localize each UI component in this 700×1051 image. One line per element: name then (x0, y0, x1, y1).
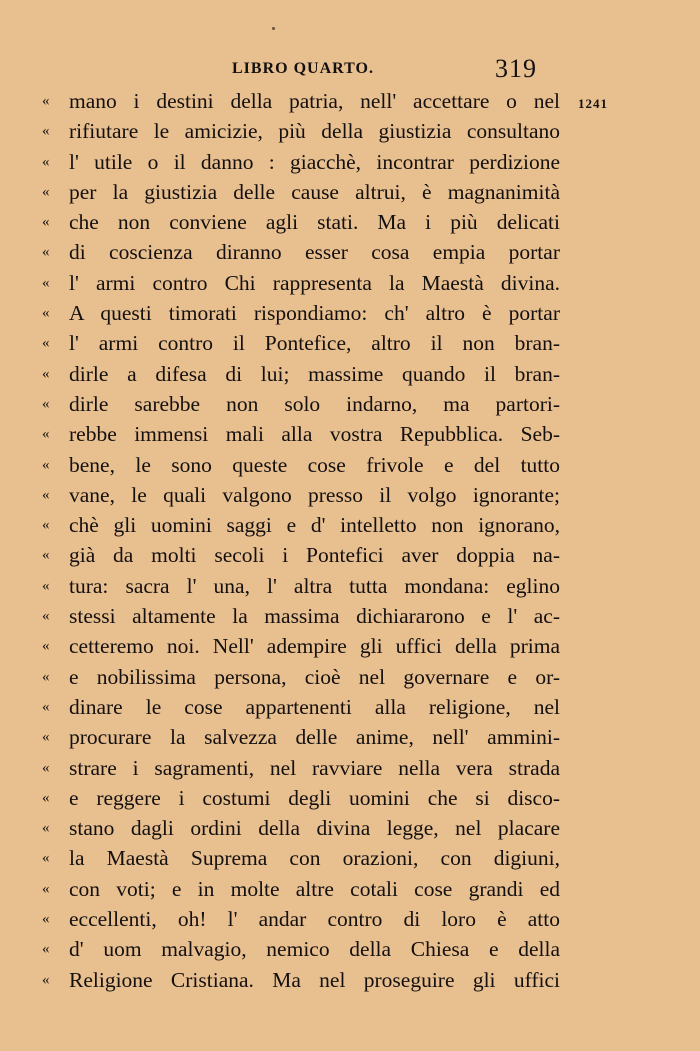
line-text: di coscienza diranno esser cosa empia portar (69, 240, 560, 265)
quote-mark: « (42, 729, 50, 746)
quote-mark: « (42, 244, 50, 261)
quote-mark: « (42, 971, 50, 988)
quote-mark: « (42, 335, 50, 352)
quote-mark: « (42, 214, 50, 231)
quote-mark: « (42, 305, 50, 322)
line-text: l' utile o il danno : giacchè, incontrar perdizione (69, 149, 560, 174)
text-line (0, 692, 700, 722)
text-line (0, 328, 700, 358)
text-line (0, 631, 700, 661)
quote-mark: « (42, 668, 50, 685)
quote-mark: « (42, 274, 50, 291)
line-text: e reggere i costumi degli uomini che si disco- (69, 785, 560, 810)
quote-mark: « (42, 850, 50, 867)
line-text: che non conviene agli stati. Ma i più delicati (69, 210, 560, 235)
text-line (0, 86, 700, 116)
line-text: eccellenti, oh! l' andar contro di loro è atto (69, 907, 560, 932)
page-number: 319 (495, 54, 537, 83)
quote-mark: « (42, 547, 50, 564)
text-line (0, 480, 700, 510)
line-text: per la giustizia delle cause altrui, è magnanimità (69, 179, 560, 204)
quote-mark: « (42, 486, 50, 503)
line-text: dirle sarebbe non solo indarno, ma partori- (69, 391, 560, 416)
text-line (0, 722, 700, 752)
line-text: dinare le cose appartenenti alla religione, nel (69, 694, 560, 719)
quote-mark: « (42, 759, 50, 776)
text-line (0, 359, 700, 389)
quote-mark: « (42, 638, 50, 655)
text-line (0, 753, 700, 783)
quote-mark: « (42, 698, 50, 715)
text-line (0, 843, 700, 873)
text-line (0, 934, 700, 964)
quote-mark: « (42, 517, 50, 534)
quote-mark: « (42, 456, 50, 473)
text-line (0, 540, 700, 570)
line-text: mano i destini della patria, nell' accettare o nel (69, 89, 560, 113)
line-text: vane, le quali valgono presso il volgo ignorante; (69, 482, 560, 507)
quote-mark: « (42, 93, 50, 109)
quote-mark: « (42, 880, 50, 897)
text-line (0, 662, 700, 692)
line-text: bene, le sono queste cose frivole e del tutto (69, 452, 560, 477)
text-line (0, 389, 700, 419)
line-text: l' armi contro Chi rappresenta la Maestà divina. (69, 270, 560, 295)
text-line (0, 419, 700, 449)
line-text: la Maestà Suprema con orazioni, con digiuni, (69, 846, 560, 871)
quote-mark: « (42, 123, 50, 140)
line-text: già da molti secoli i Pontefici aver doppia na- (69, 543, 560, 568)
text-line (0, 450, 700, 480)
margin-year-note: 1241 (578, 96, 608, 111)
quote-mark: « (42, 426, 50, 443)
text-line (0, 147, 700, 177)
text-line (0, 237, 700, 267)
text-line (0, 116, 700, 146)
line-text: con voti; e in molte altre cotali cose grandi ed (69, 876, 560, 901)
line-text: Religione Cristiana. Ma nel proseguire gli uffici (69, 967, 560, 992)
text-line (0, 904, 700, 934)
line-text: cetteremo noi. Nell' adempire gli uffici della prima (69, 634, 560, 659)
text-line (0, 874, 700, 904)
quote-mark: « (42, 608, 50, 625)
quote-mark: « (42, 395, 50, 412)
text-line (0, 601, 700, 631)
quote-mark: « (42, 153, 50, 170)
line-text: e nobilissima persona, cioè nel governare e or- (69, 664, 560, 689)
text-line (0, 207, 700, 237)
body-text (0, 86, 700, 995)
line-text: rebbe immensi mali alla vostra Repubblica. Seb- (69, 422, 560, 447)
quote-mark: « (42, 183, 50, 200)
quote-mark: « (42, 820, 50, 837)
text-line (0, 813, 700, 843)
line-text: rifiutare le amicizie, più della giustizia consultano (69, 119, 560, 144)
text-line (0, 510, 700, 540)
print-speck (272, 27, 275, 30)
quote-mark: « (42, 941, 50, 958)
line-text: strare i sagramenti, nel ravviare nella vera strada (69, 755, 560, 780)
text-line (0, 783, 700, 813)
line-text: l' armi contro il Pontefice, altro il non bran- (69, 331, 560, 356)
text-line (0, 298, 700, 328)
quote-mark: « (42, 577, 50, 594)
running-title: LIBRO QUARTO. (232, 60, 374, 77)
line-text: procurare la salvezza delle anime, nell' ammini- (69, 725, 560, 750)
text-line (0, 965, 700, 995)
line-text: stano dagli ordini della divina legge, nel placare (69, 816, 560, 841)
text-line (0, 177, 700, 207)
text-line (0, 571, 700, 601)
quote-mark: « (42, 789, 50, 806)
line-text: dirle a difesa di lui; massime quando il bran- (69, 361, 560, 386)
line-text: stessi altamente la massima dichiararono e l' ac- (69, 604, 560, 629)
line-text: chè gli uomini saggi e d' intelletto non ignorano, (69, 513, 560, 538)
quote-mark: « (42, 365, 50, 382)
quote-mark: « (42, 911, 50, 928)
line-text: d' uom malvagio, nemico della Chiesa e della (69, 937, 560, 962)
line-text: tura: sacra l' una, l' altra tutta mondana: eglino (69, 573, 560, 598)
line-text: A questi timorati rispondiamo: ch' altro è portar (69, 301, 560, 326)
text-line (0, 268, 700, 298)
